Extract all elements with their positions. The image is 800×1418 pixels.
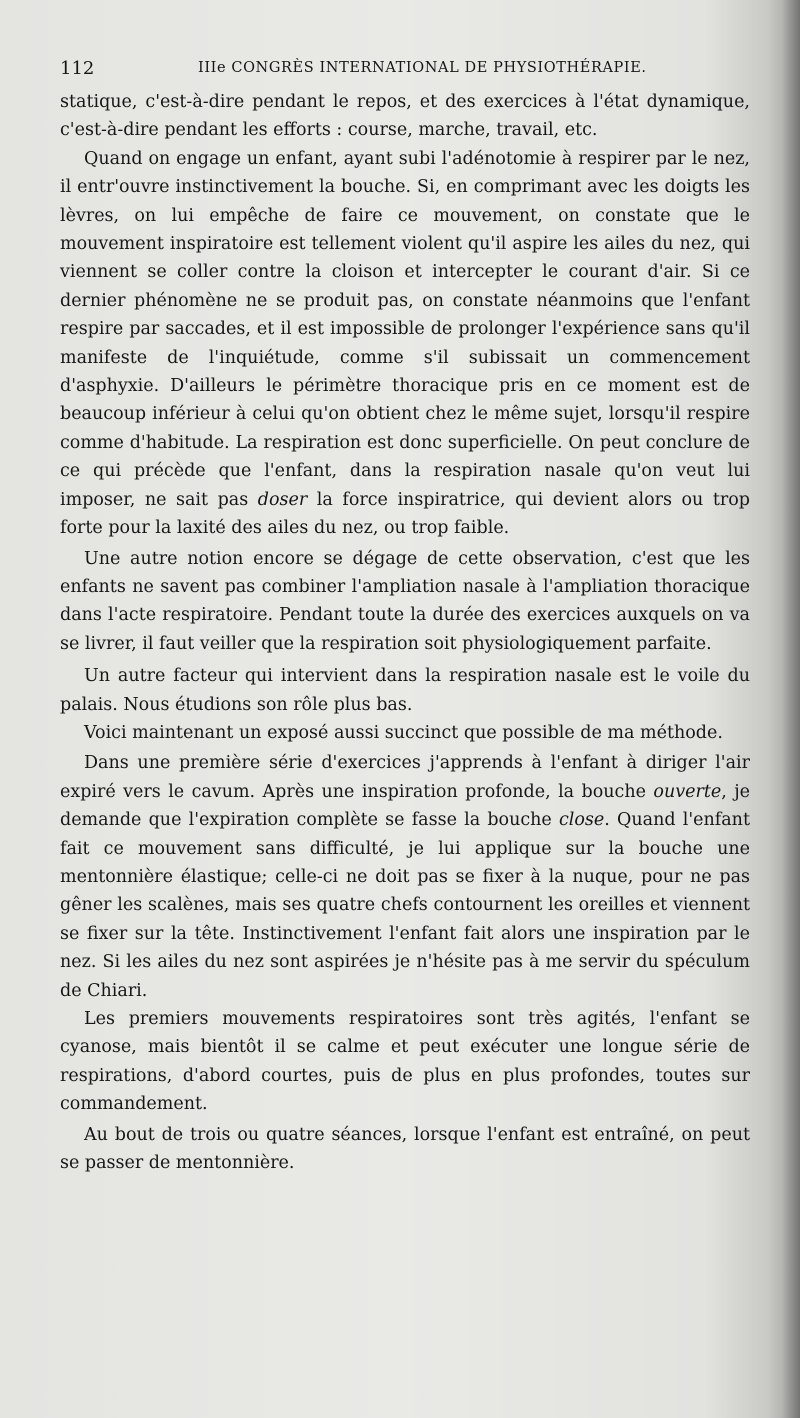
text-run: Voici maintenant un exposé aussi succinct que possible de ma méthode. — [84, 722, 723, 743]
text-run: la force inspiratrice, qui devient alors ou trop forte pour la laxité des ailes du nez, ou trop faible. — [60, 489, 751, 539]
text-run: , je demande que l'expiration complète se fasse la bouche — [60, 781, 750, 831]
paragraph — [60, 1005, 750, 1119]
italic-text: close — [558, 810, 605, 831]
text-run: Dans une première série d'exercices j'apprends à l'enfant à diriger l'air expiré vers le cavum. Après une inspiration profonde, la bouche — [60, 753, 750, 802]
paragraph — [60, 719, 750, 747]
paragraph — [60, 88, 750, 145]
running-header — [60, 58, 760, 84]
paragraph — [60, 662, 750, 719]
paragraph — [60, 145, 750, 543]
page-edge-shadow — [782, 0, 800, 1418]
italic-text: doser — [257, 489, 308, 510]
paragraph — [60, 749, 750, 1005]
text-run: Au bout de trois ou quatre séances, lorsque l'enfant est entraîné, on peut se passer de mentonnière. — [60, 1124, 750, 1174]
text-run: Les premiers mouvements respiratoires sont très agités, l'enfant se cyanose, mais bientôt il se calme et peut exécuter une longue série de respirations, d'abord courtes, puis de plus en plus profondes, toutes sur commandement. — [60, 1009, 750, 1115]
text-run: Quand on engage un enfant, ayant subi l'adénotomie à respirer par le nez, il entr'ouvre instinctivement la bouche. Si, en comprimant avec les doigts les lèvres, on lui empêche de faire ce mouvement, on constate que le mouvement inspiratoire est tellement violent qu'il aspire les ailes du nez, qui viennent se coller contre la cloison et intercepter le courant d'air. Si ce dernier phénomène ne se produit pas, on constate néanmoins que l'enfant respire par saccades, et il est impossible de prolonger l'expérience sans qu'il manifeste de l'inquiétude, comme s'il subissait un commencement d'asphyxie. D'ailleurs le périmètre thoracique pris en ce moment est de beaucoup inférieur à celui qu'on obtient chez le même sujet, lorsqu'il respire comme d'habitude. La respiration est donc superficielle. On peut conclure de ce qui précède que l'enfant, dans la respiration nasale qu'on veut lui imposer, ne sait pas — [60, 148, 750, 510]
italic-text: ouverte — [653, 781, 722, 802]
paragraph — [60, 1121, 750, 1178]
text-run: . Quand l'enfant fait ce mouvement sans difficulté, je lui applique sur la bouche une mentonnière élastique; celle-ci ne doit pas se fixer à la nuque, pour ne pas gêner les scalènes, mais ses quatre chefs contournent les oreilles et viennent se fixer sur la tête. Instinctivement l'enfant fait alors une inspiration par le nez. Si les ailes du nez sont aspirées je n'hésite pas à me servir du spéculum de Chiari. — [60, 810, 750, 1001]
text-run: Un autre facteur qui intervient dans la respiration nasale est le voile du palais. Nous étudions son rôle plus bas. — [60, 666, 750, 715]
text-run: statique, c'est-à-dire pendant le repos, et des exercices à l'état dynamique, c'est-à-dire pendant les efforts : course, marche, travail, etc. — [60, 92, 750, 141]
paragraph — [60, 545, 750, 659]
body-text — [60, 88, 750, 1177]
page-number: 112 — [60, 58, 95, 79]
text-run: Une autre notion encore se dégage de cette observation, c'est que les enfants ne savent pas combiner l'ampliation nasale à l'ampliation thoracique dans l'acte respiratoire. Pendant toute la durée des exercices auxquels on va se livrer, il faut veiller que la respiration soit physiologiquement parfaite. — [60, 548, 750, 654]
running-title: IIIe CONGRÈS INTERNATIONAL DE PHYSIOTHÉRAPIE. — [198, 60, 647, 76]
